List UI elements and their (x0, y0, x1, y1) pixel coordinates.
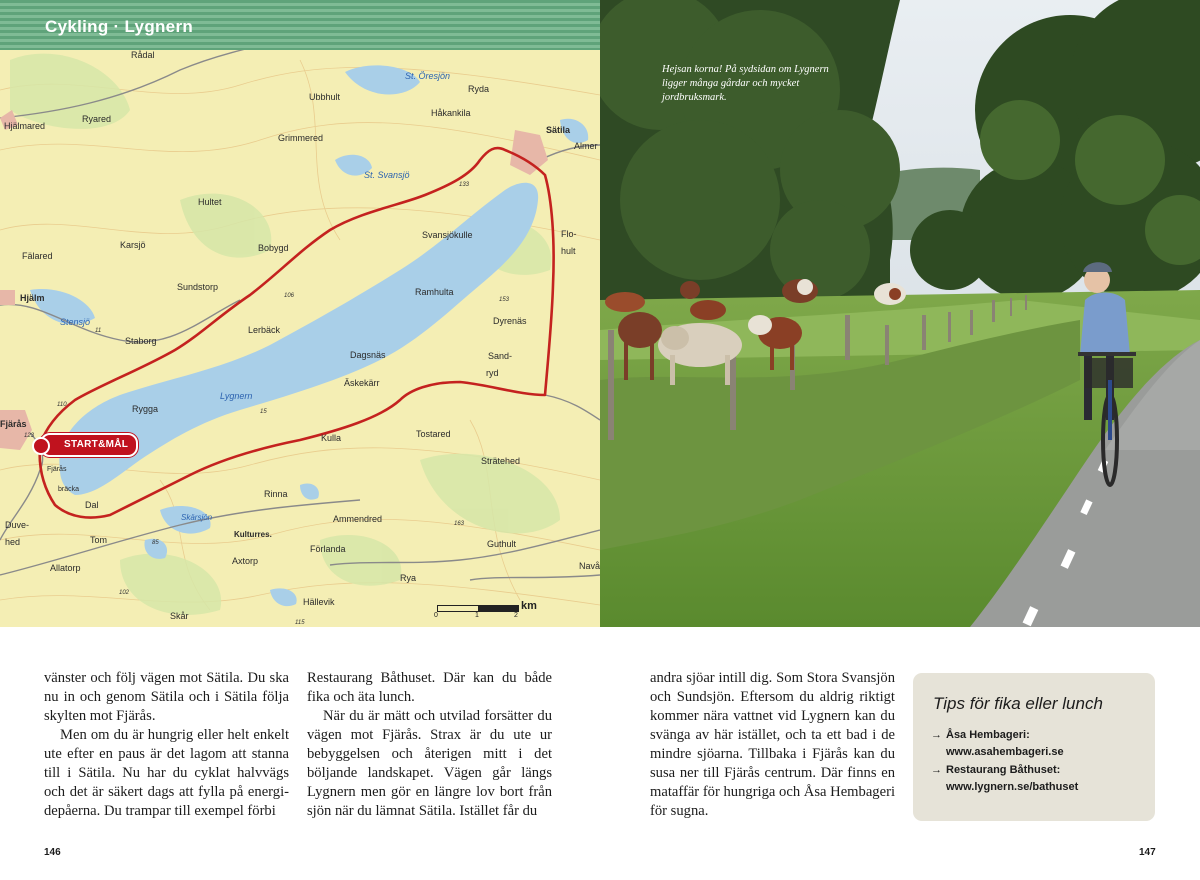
place-label: Dyrenäs (493, 316, 527, 326)
paragraph: vänster och följ vägen mot Sätila. Du ska nu in och genom Sätila och i Sätila följa skylten mot Fjärås. (44, 670, 289, 724)
place-label: Axtorp (232, 556, 259, 566)
place-label: Ryared (82, 114, 112, 124)
place-label: Dal (85, 500, 99, 510)
place-label: Almer (574, 141, 598, 151)
place-label: Tostared (416, 429, 451, 439)
place-label: Ryda (468, 84, 490, 94)
elevation-label: 115 (295, 620, 305, 626)
place-label: Ammendred (333, 514, 383, 524)
scale-tick: 2 (514, 612, 518, 619)
lake-label: St. Öresjön (405, 71, 451, 81)
place-label: Hultet (198, 197, 222, 207)
place-label: ryd (486, 368, 499, 378)
place-label: Svansjökulle (422, 230, 473, 240)
place-label: Bobygd (258, 243, 289, 253)
lake-label: Skärsjön (181, 513, 213, 522)
place-label: Fälared (22, 251, 53, 261)
elevation-label: 123 (24, 433, 35, 439)
place-label: Navå (579, 561, 600, 571)
elevation-label: 133 (459, 182, 470, 188)
scale-tick: 0 (434, 612, 438, 619)
place-label: Äskekärr (344, 378, 380, 388)
page-number-left: 146 (44, 847, 61, 858)
arrow-right-icon: → (931, 729, 942, 741)
route-map (0, 0, 600, 627)
lake-label: Stensjö (60, 317, 91, 327)
map-graphic (0, 0, 600, 627)
paragraph: När du är mätt och utvilad forsätter du vägen mot Fjärås. Strax är du ute ur bebyggelsen och återigen mitt i det böljande landskapet. Vägen går längs Lygnern men gör en längre lov bort från sjön när du lämnat Sätila. Istället får du (307, 708, 552, 819)
elevation-label: 163 (454, 521, 465, 527)
lake-label: St. Svansjö (364, 170, 410, 180)
scale-tick: 1 (475, 612, 479, 619)
place-label: Tom (90, 535, 108, 545)
place-label: Kulla (321, 433, 342, 443)
place-label: bräcka (58, 486, 80, 493)
elevation-label: 11 (95, 328, 102, 334)
elevation-label: 110 (57, 402, 67, 408)
place-label: hult (561, 246, 576, 256)
scale-unit: km (521, 600, 537, 612)
place-label: Hjälm (20, 293, 45, 303)
place-label: Flo- (561, 229, 577, 239)
place-label: Rådal (131, 50, 155, 60)
place-label: Guthult (487, 539, 517, 549)
place-label: Rygga (132, 404, 159, 414)
text-column-3 (650, 669, 895, 821)
place-label: Lerbäck (248, 325, 281, 335)
place-label: Dagsnäs (350, 350, 386, 360)
place-label: Fjärås (0, 419, 27, 429)
place-label: Staborg (125, 336, 157, 346)
tip-name: Restaurang Båthuset: (946, 764, 1061, 776)
place-label: Grimmered (278, 133, 324, 143)
tip-url[interactable]: www.lygnern.se/bathuset (946, 781, 1079, 793)
tips-box (913, 673, 1155, 821)
place-label: Duve- (5, 520, 30, 530)
elevation-label: 102 (119, 590, 130, 596)
place-label: Ramhulta (415, 287, 454, 297)
place-label: Hjälmared (4, 121, 46, 131)
arrow-right-icon: → (931, 764, 942, 776)
paragraph: Restaurang Båthuset. Där kan du både fika och äta lunch. (307, 670, 552, 705)
tip-url[interactable]: www.asahembageri.se (946, 746, 1064, 758)
place-label: Rinna (264, 489, 288, 499)
scale-bar (437, 605, 519, 612)
place-label: hed (5, 537, 21, 547)
place-label: Allatorp (50, 563, 81, 573)
place-label: Strätehed (481, 456, 521, 466)
elevation-label: 15 (260, 409, 267, 415)
text-column-1 (44, 669, 289, 821)
page-title: Cykling · Lygnern (45, 17, 194, 36)
place-label: Sand- (488, 351, 513, 361)
elevation-label: 85 (152, 540, 159, 546)
place-label: Ubbhult (309, 92, 341, 102)
text-column-2 (307, 669, 552, 821)
page-number-right: 147 (1139, 847, 1156, 858)
tips-title: Tips för fika eller lunch (933, 694, 1103, 713)
elevation-label: 106 (284, 293, 295, 299)
place-label: Kulturres. (234, 530, 272, 539)
lake-label: Lygnern (220, 391, 253, 401)
place-label: Förlanda (310, 544, 346, 554)
place-label: Sundstorp (177, 282, 219, 292)
place-label: Håkankila (431, 108, 471, 118)
place-label: Rya (400, 573, 417, 583)
photo-caption: Hejsan korna! På sydsidan om Lygnern ligger många gårdar och mycket jordbruksmark. (662, 64, 829, 103)
paragraph: Men om du är hungrig eller helt enkelt ute efter en paus är det lagom att stanna till i Sätila. Nu har du cyklat halvvägs och det är säkert dags att fylla på energidepåerna. Du trampar till exempel förbi (44, 727, 289, 819)
cycling-photo (600, 0, 1200, 627)
place-label: Fjärås (47, 466, 67, 473)
place-label: Sätila (546, 125, 571, 135)
paragraph: andra sjöar intill dig. Som Stora Svansjön och Sundsjön. Eftersom du aldrig riktigt kommer nära vattnet vid Lygnern kan du svänga av här istället, och ta ett bad i de mindre sjöarna. Tillbaka i Fjärås kan du susa ner till Fjärås centrum. Där finns en mataffär för hungriga och Åsa Hembageri för sugna. (650, 670, 895, 819)
start-pin-icon (32, 437, 50, 455)
start-finish-label: START&MÅL (40, 433, 138, 457)
elevation-label: 153 (499, 297, 510, 303)
tip-name: Åsa Hembageri: (946, 729, 1030, 741)
place-label: Skår (170, 611, 189, 621)
place-label: Karsjö (120, 240, 146, 250)
place-label: Hällevik (303, 597, 335, 607)
